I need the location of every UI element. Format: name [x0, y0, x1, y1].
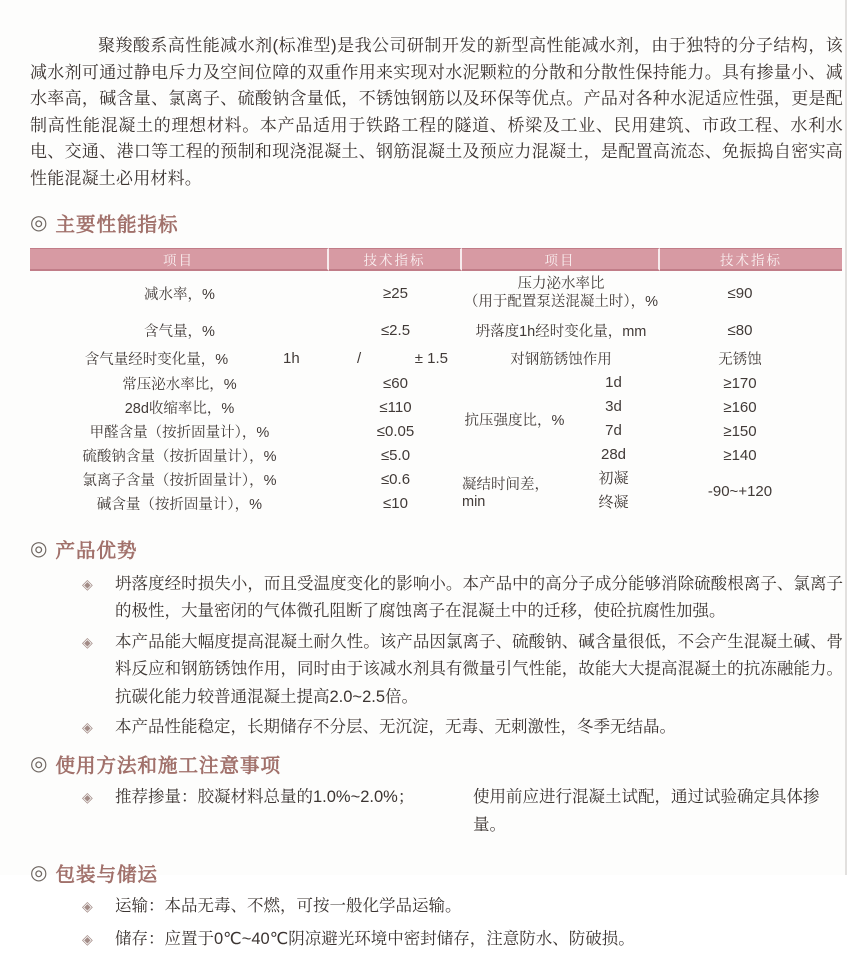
advantage-text: 本产品能大幅度提高混凝土耐久性。该产品因氯离子、硫酸钠、碱含量很低，不会产生混凝土碱、骨料反应和钢筋锈蚀作用，同时由于该减水剂具有微量引气性能，故能大大提高混凝土的抗冻融能力。抗碳化能力较普通混凝土提高2.0~2.5倍。	[115, 632, 843, 706]
row-label-air-change	[30, 345, 329, 371]
advantage-text: 本产品性能稳定，长期储存不分层、无沉淀，无毒、无刺激性，冬季无结晶。	[115, 718, 676, 737]
row-label-pressure-bleeding	[462, 271, 660, 315]
setting-time-group	[462, 467, 660, 515]
transport-text: 运输：本品无毒、不燃，可按一般化学品运输。	[115, 897, 462, 916]
list-item	[30, 714, 843, 741]
setting-final: 终凝	[598, 494, 629, 511]
diamond-bullet-icon: ◈	[82, 930, 93, 947]
row-label-shrinkage: 28d收缩率比，%	[124, 400, 235, 417]
row-label-sodium-sulfate: 硫酸钠含量（按折固量计），%	[82, 448, 277, 465]
section-title-usage	[30, 750, 843, 778]
advantage-text: 坍落度经时损失小，而且受温度变化的影响小。本产品中的高分子成分能够消除硫酸根离子、氯离子的极性，大量密闭的气体微孔阻断了腐蚀离子在混凝土中的迁移，使砼抗腐性加强。	[115, 575, 843, 621]
row-label-air-content: 含气量，%	[144, 323, 215, 340]
row-label-bleeding-ratio: 常压泌水率比，%	[122, 376, 237, 393]
air-change-separator: /	[357, 349, 362, 367]
value-sodium-sulfate: ≤5.0	[380, 446, 411, 464]
pressure-bleeding-line1: 压力泌水率比	[517, 276, 605, 292]
row-label-formaldehyde: 甲醛含量（按折固量计），%	[89, 424, 270, 441]
row-label-alkali: 碱含量（按折固量计），%	[96, 496, 263, 513]
section-title-advantages	[30, 535, 843, 563]
diamond-bullet-icon: ◈	[82, 898, 93, 915]
diamond-bullet-icon: ◈	[82, 719, 93, 736]
performance-table	[30, 248, 842, 515]
setting-initial: 初凝	[598, 470, 629, 487]
air-change-value: ± 1.5	[414, 349, 448, 367]
value-pressure-bleeding: ≤90	[727, 284, 753, 302]
strength-age-3d: 3d	[605, 398, 622, 415]
value-strength-1d: ≥170	[723, 374, 757, 392]
recommended-dosage: 推荐掺量：胶凝材料总量的1.0%~2.0%；	[115, 788, 415, 807]
strength-age-list	[567, 371, 660, 467]
diamond-bullet-icon: ◈	[82, 633, 93, 650]
page-content	[30, 0, 843, 953]
section-bullseye-icon: ◎	[30, 862, 49, 885]
section-bullseye-icon: ◎	[30, 212, 49, 234]
value-chloride: ≤0.6	[380, 470, 411, 488]
section-bullseye-icon: ◎	[30, 753, 49, 776]
value-strength-3d: ≥160	[723, 398, 757, 416]
section-title-packaging	[30, 859, 843, 887]
section-title-text: 主要性能指标	[55, 214, 179, 236]
intro-paragraph: 聚羧酸系高性能减水剂(标准型)是我公司研制开发的新型高性能减水剂，由于独特的分子结构，该减水剂可通过静电斥力及空间位障的双重作用来实现对水泥颗粒的分散和分散性保持能力。具有掺量小、减水率高，碱含量、氯离子、硫酸钠含量低，不锈蚀钢筋以及环保等优点。产品对各种水泥适应性强，更是配制高性能混凝土的理想材料。本产品适用于铁路工程的隧道、桥梁及工业、民用建筑、市政工程、水利水电、交通、港口等工程的预制和现浇混凝土、钢筋混凝土及预应力混凝土，是配置高流态、免振捣自密实高性能混凝土必用材料。	[30, 36, 843, 188]
value-setting-time: -90~+120	[707, 482, 773, 500]
list-item	[30, 893, 843, 920]
strength-age-7d: 7d	[605, 422, 622, 439]
value-air-change	[329, 345, 462, 371]
air-change-sub-1h: 1h	[283, 349, 300, 367]
section-title-performance	[30, 209, 843, 237]
section-title-text: 产品优势	[55, 540, 138, 562]
strength-ratio-group	[462, 371, 660, 467]
value-air-content: ≤2.5	[380, 321, 411, 339]
value-strength-28d: ≥140	[723, 446, 757, 464]
section-title-text: 包装与储运	[55, 864, 158, 887]
strength-age-1d: 1d	[605, 374, 622, 391]
setting-time-subs	[567, 467, 660, 515]
row-label-water-reduction: 减水率，%	[144, 286, 215, 303]
advantages-list	[30, 571, 843, 741]
table-header-item-left: 项目	[30, 248, 329, 271]
row-label-rebar-corrosion: 对钢筋锈蚀作用	[510, 351, 612, 368]
row-label-slump-change: 坍落度1h经时变化量，mm	[475, 323, 647, 340]
list-item	[30, 784, 843, 839]
usage-list	[30, 784, 843, 839]
strength-age-28d: 28d	[600, 446, 627, 463]
value-formaldehyde: ≤0.05	[376, 422, 415, 440]
table-header-spec-left: 技术指标	[329, 248, 462, 271]
pressure-bleeding-line2: （用于配置泵送混凝土时），%	[463, 294, 659, 310]
air-change-label: 含气量经时变化量，%	[84, 351, 229, 368]
list-item	[30, 926, 843, 953]
setting-time-label: 凝结时间差，min	[462, 476, 549, 510]
list-item	[30, 571, 843, 626]
table-header-item-right: 项目	[462, 248, 660, 271]
list-item	[30, 629, 843, 711]
storage-text: 储存：应置于0℃~40℃阴凉避光环境中密封储存，注意防水、防破损。	[115, 929, 635, 948]
packaging-list	[30, 893, 843, 953]
section-bullseye-icon: ◎	[30, 538, 49, 560]
value-bleeding-ratio: ≤60	[383, 374, 408, 392]
table-header-spec-right: 技术指标	[660, 248, 842, 271]
diamond-bullet-icon: ◈	[82, 789, 93, 806]
section-title-text: 使用方法和施工注意事项	[55, 755, 281, 778]
diamond-bullet-icon: ◈	[82, 576, 93, 592]
value-water-reduction: ≥25	[383, 284, 408, 302]
row-label-chloride: 氯离子含量（按折固量计），%	[82, 472, 277, 489]
strength-ratio-label: 抗压强度比，%	[464, 412, 565, 429]
value-alkali: ≤10	[383, 494, 408, 512]
value-slump-change: ≤80	[727, 321, 753, 339]
usage-note: 使用前应进行混凝土试配，通过试验确定具体掺量。	[473, 788, 820, 834]
value-shrinkage: ≤110	[379, 398, 412, 416]
value-rebar-corrosion: 无锈蚀	[718, 351, 762, 368]
value-strength-7d: ≥150	[723, 422, 757, 440]
